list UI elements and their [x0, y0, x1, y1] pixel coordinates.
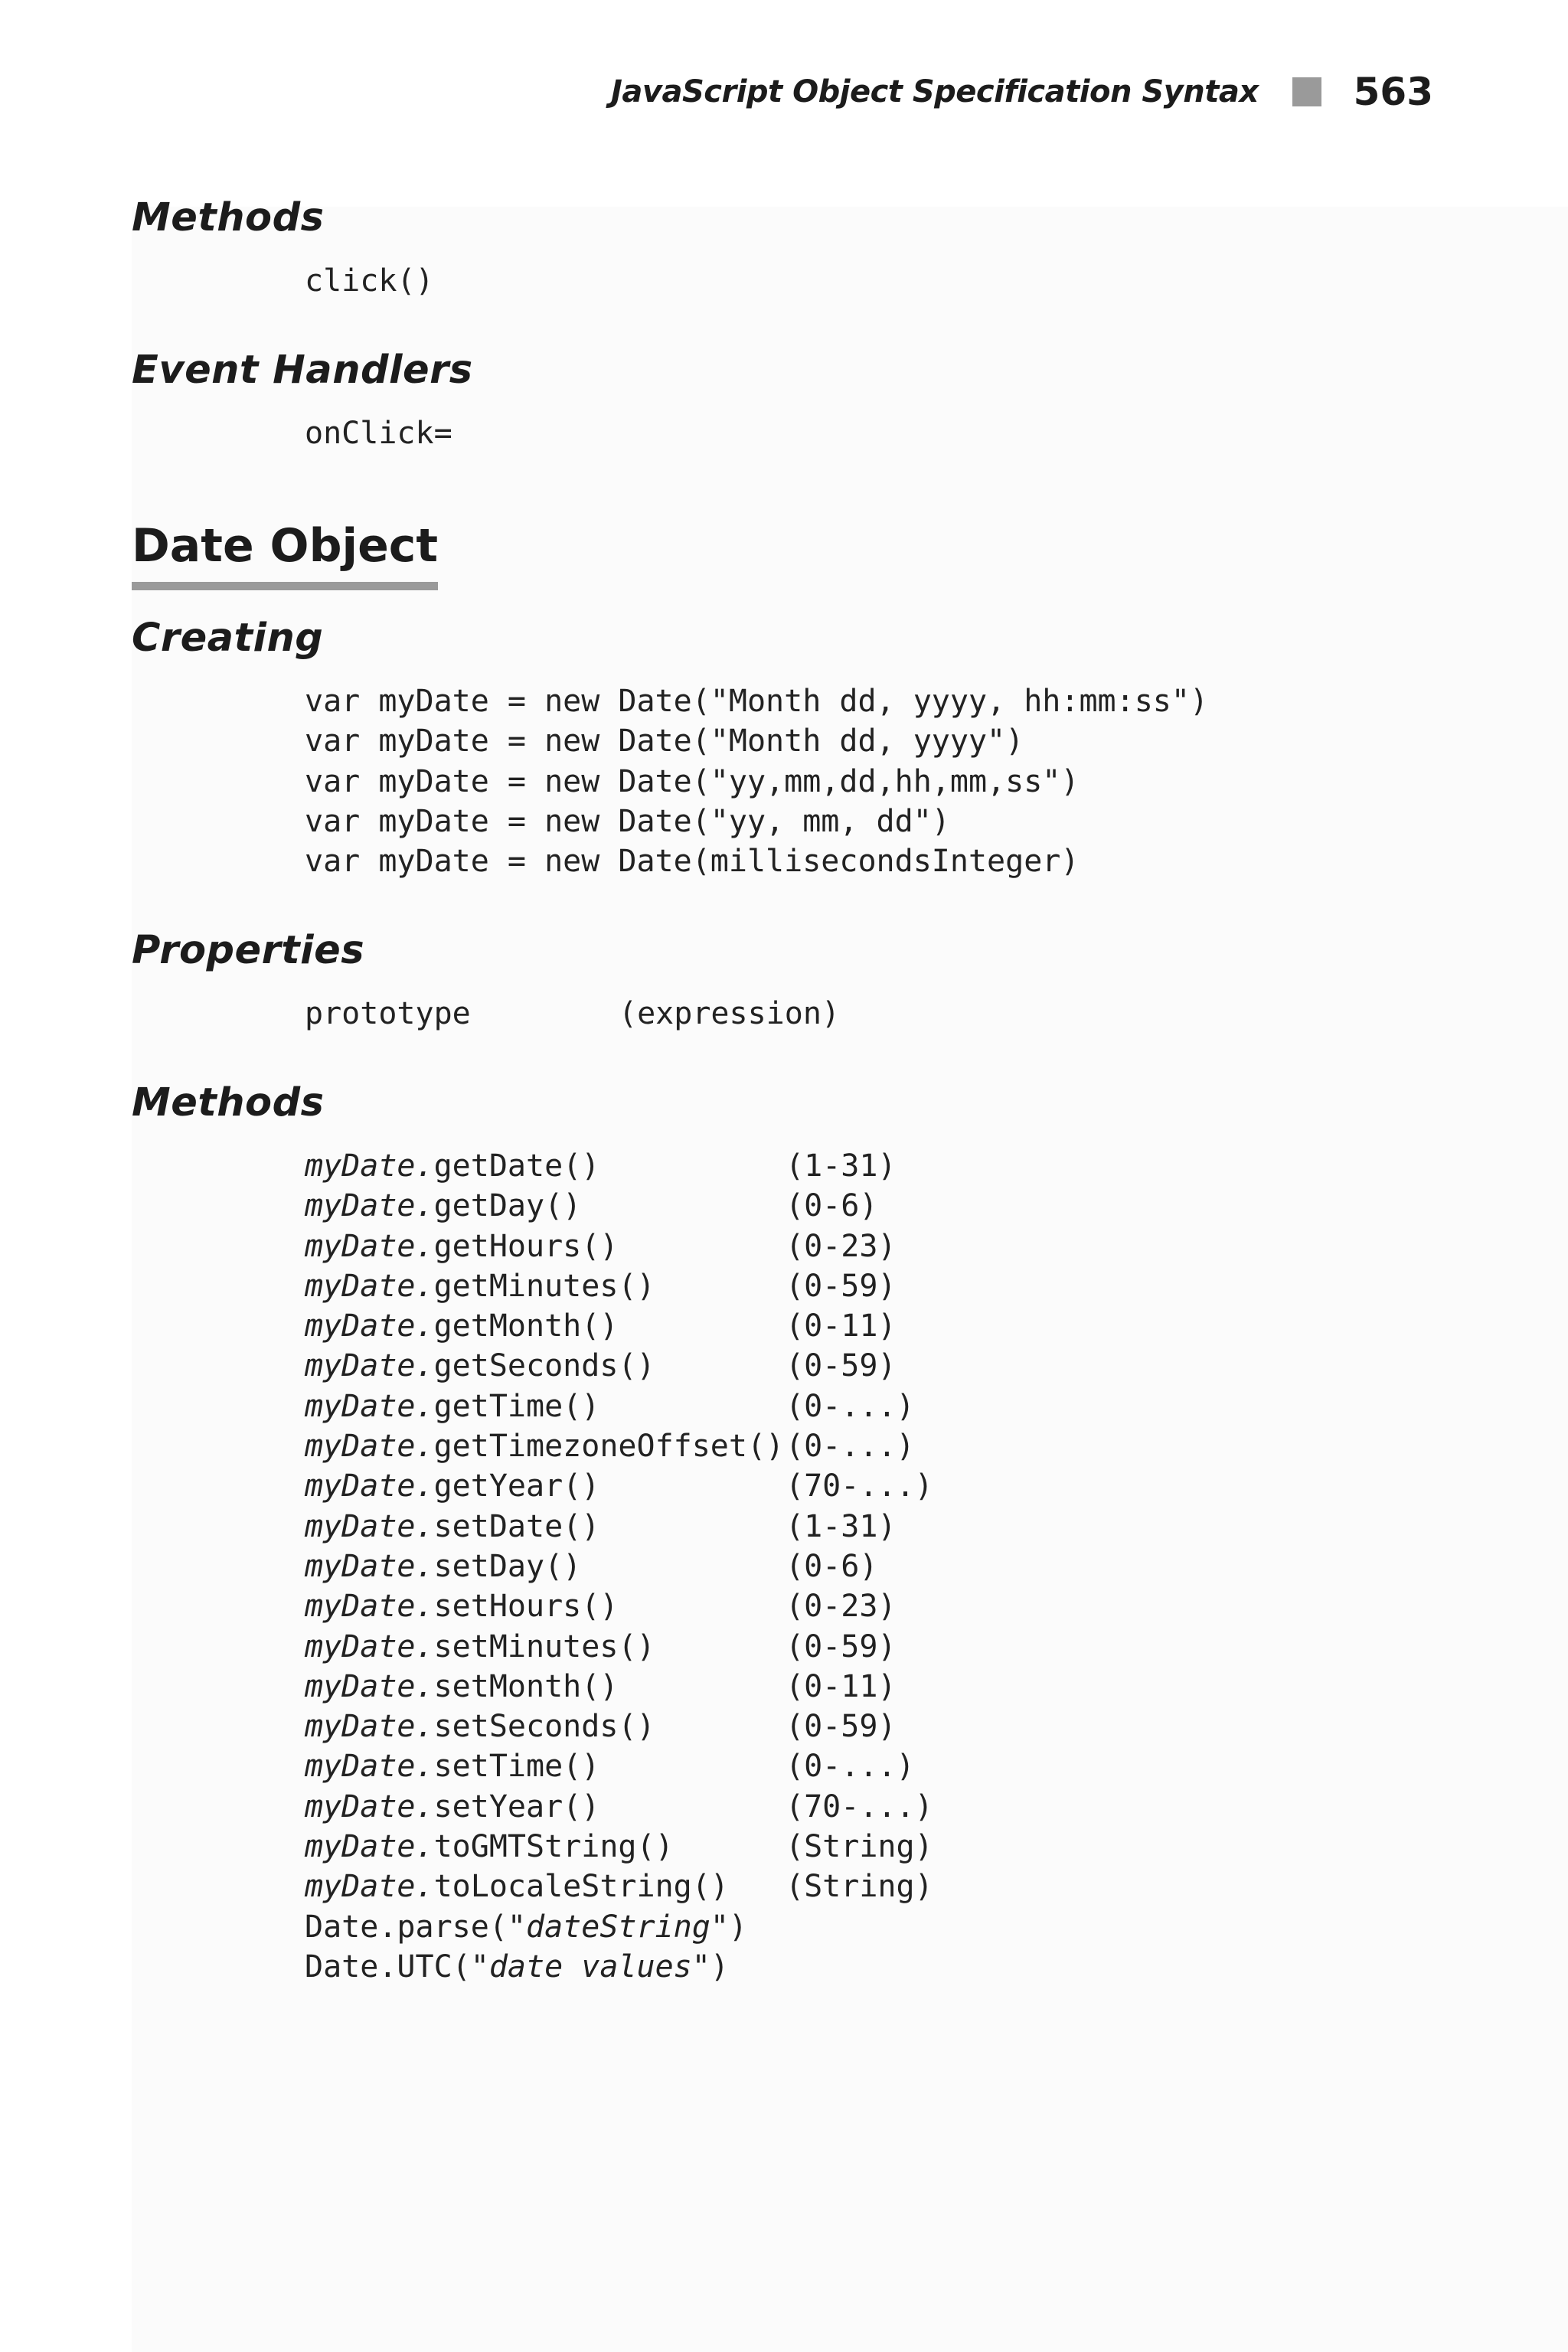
static-method-prefix: Date.UTC(" — [305, 1949, 489, 1984]
method-name: setHours() — [433, 1589, 619, 1625]
method-row — [305, 1186, 878, 1226]
method-name: getTime() — [433, 1388, 600, 1424]
method-row — [305, 1507, 897, 1547]
date-methods-code — [305, 1146, 933, 1987]
method-name: setMinutes() — [433, 1628, 655, 1664]
static-method-row — [305, 1907, 784, 1947]
method-range: (0-...) — [786, 1749, 915, 1785]
method-row — [305, 1146, 897, 1186]
section-heading-creating: Creating — [132, 616, 324, 661]
running-header-title: JavaScript Object Specification Syntax — [611, 74, 1259, 109]
method-name: getTimezoneOffset() — [433, 1429, 785, 1465]
static-method-argument: dateString — [525, 1909, 710, 1945]
method-range: (0-59) — [786, 1628, 897, 1664]
method-object-name: myDate. — [305, 1668, 434, 1704]
method-range: (0-...) — [786, 1429, 915, 1465]
method-object-name: myDate. — [305, 1709, 434, 1745]
method-name: toGMTString() — [433, 1829, 674, 1865]
method-range: (0-6) — [786, 1548, 878, 1584]
section-heading-methods: Methods — [132, 195, 325, 240]
method-object-name: myDate. — [305, 1749, 434, 1785]
section-title-date-object: Date Object — [132, 519, 439, 573]
method-range: (0-59) — [786, 1709, 897, 1745]
method-range: (String) — [786, 1869, 933, 1905]
method-row — [305, 1667, 897, 1707]
method-name: getMinutes() — [433, 1268, 655, 1304]
method-row — [305, 1466, 933, 1506]
method-object-name: myDate. — [305, 1788, 434, 1824]
code-line: var myDate = new Date("Month dd, yyyy, hh:mm:ss") — [305, 684, 1209, 719]
method-range: (0-11) — [786, 1308, 897, 1344]
method-row — [305, 1707, 897, 1746]
section-heading-event-handlers: Event Handlers — [132, 348, 473, 393]
code-line: var myDate = new Date("yy, mm, dd") — [305, 803, 950, 839]
method-name: getSeconds() — [433, 1348, 655, 1384]
property-row — [305, 994, 840, 1034]
method-name: setYear() — [433, 1788, 600, 1824]
section-heading-methods: Methods — [132, 1080, 325, 1125]
method-row — [305, 1787, 933, 1827]
method-range: (0-11) — [786, 1668, 897, 1704]
method-row — [305, 1227, 897, 1266]
static-method-prefix: Date.parse(" — [305, 1909, 526, 1945]
title-underline-rule — [132, 582, 438, 590]
method-row — [305, 1827, 933, 1867]
method-object-name: myDate. — [305, 1869, 434, 1905]
method-row — [305, 1627, 897, 1667]
method-range: (1-31) — [786, 1148, 897, 1184]
method-range: (0-...) — [786, 1388, 915, 1424]
method-object-name: myDate. — [305, 1589, 434, 1625]
header-square-marker — [1292, 77, 1321, 106]
method-row — [305, 1266, 897, 1306]
method-range: (1-31) — [786, 1508, 897, 1544]
method-object-name: myDate. — [305, 1228, 434, 1264]
static-method-argument: date values — [488, 1949, 692, 1984]
event-handlers-code — [305, 413, 452, 453]
method-range: (String) — [786, 1829, 933, 1865]
method-object-name: myDate. — [305, 1308, 434, 1344]
method-object-name: myDate. — [305, 1508, 434, 1544]
page-number: 563 — [1353, 70, 1433, 114]
running-header — [611, 70, 1433, 113]
method-name: setMonth() — [433, 1668, 619, 1704]
method-row — [305, 1426, 915, 1466]
creating-code — [305, 681, 1208, 881]
method-object-name: myDate. — [305, 1348, 434, 1384]
method-row — [305, 1586, 897, 1626]
method-object-name: myDate. — [305, 1429, 434, 1465]
method-row — [305, 1346, 897, 1386]
code-line: var myDate = new Date("Month dd, yyyy") — [305, 724, 1024, 760]
method-object-name: myDate. — [305, 1148, 434, 1184]
property-name: prototype — [305, 996, 471, 1031]
method-object-name: myDate. — [305, 1829, 434, 1865]
method-row — [305, 1867, 933, 1906]
method-name: setDay() — [433, 1548, 582, 1584]
method-range: (0-59) — [786, 1268, 897, 1304]
static-method-suffix: ") — [691, 1949, 729, 1984]
method-range: (0-59) — [786, 1348, 897, 1384]
static-method-suffix: ") — [710, 1909, 747, 1945]
section-heading-properties: Properties — [132, 928, 365, 973]
method-name: getMonth() — [433, 1308, 619, 1344]
method-range: (70-...) — [786, 1468, 933, 1504]
method-name: getYear() — [433, 1468, 600, 1504]
method-object-name: myDate. — [305, 1628, 434, 1664]
method-name: getDate() — [433, 1148, 600, 1184]
static-method-row — [305, 1947, 784, 1987]
method-row — [305, 1746, 915, 1786]
code-line: click() — [305, 263, 434, 299]
method-object-name: myDate. — [305, 1468, 434, 1504]
code-line: var myDate = new Date(millisecondsInteger) — [305, 844, 1080, 880]
method-name: toLocaleString() — [433, 1869, 729, 1905]
property-value: (expression) — [619, 996, 840, 1031]
method-name: setDate() — [433, 1508, 600, 1544]
method-range: (0-6) — [786, 1188, 878, 1224]
method-row — [305, 1306, 897, 1346]
method-object-name: myDate. — [305, 1268, 434, 1304]
method-name: getDay() — [433, 1188, 582, 1224]
method-name: getHours() — [433, 1228, 619, 1264]
method-range: (0-23) — [786, 1228, 897, 1264]
method-name: setTime() — [433, 1749, 600, 1785]
method-object-name: myDate. — [305, 1548, 434, 1584]
method-row — [305, 1387, 915, 1426]
link-methods-code — [305, 261, 434, 301]
method-range: (0-23) — [786, 1589, 897, 1625]
code-line: var myDate = new Date("yy,mm,dd,hh,mm,ss") — [305, 763, 1080, 799]
method-row — [305, 1547, 878, 1586]
properties-code — [305, 994, 840, 1034]
method-object-name: myDate. — [305, 1388, 434, 1424]
method-name: setSeconds() — [433, 1709, 655, 1745]
method-range: (70-...) — [786, 1788, 933, 1824]
code-line: onClick= — [305, 416, 452, 451]
method-object-name: myDate. — [305, 1188, 434, 1224]
